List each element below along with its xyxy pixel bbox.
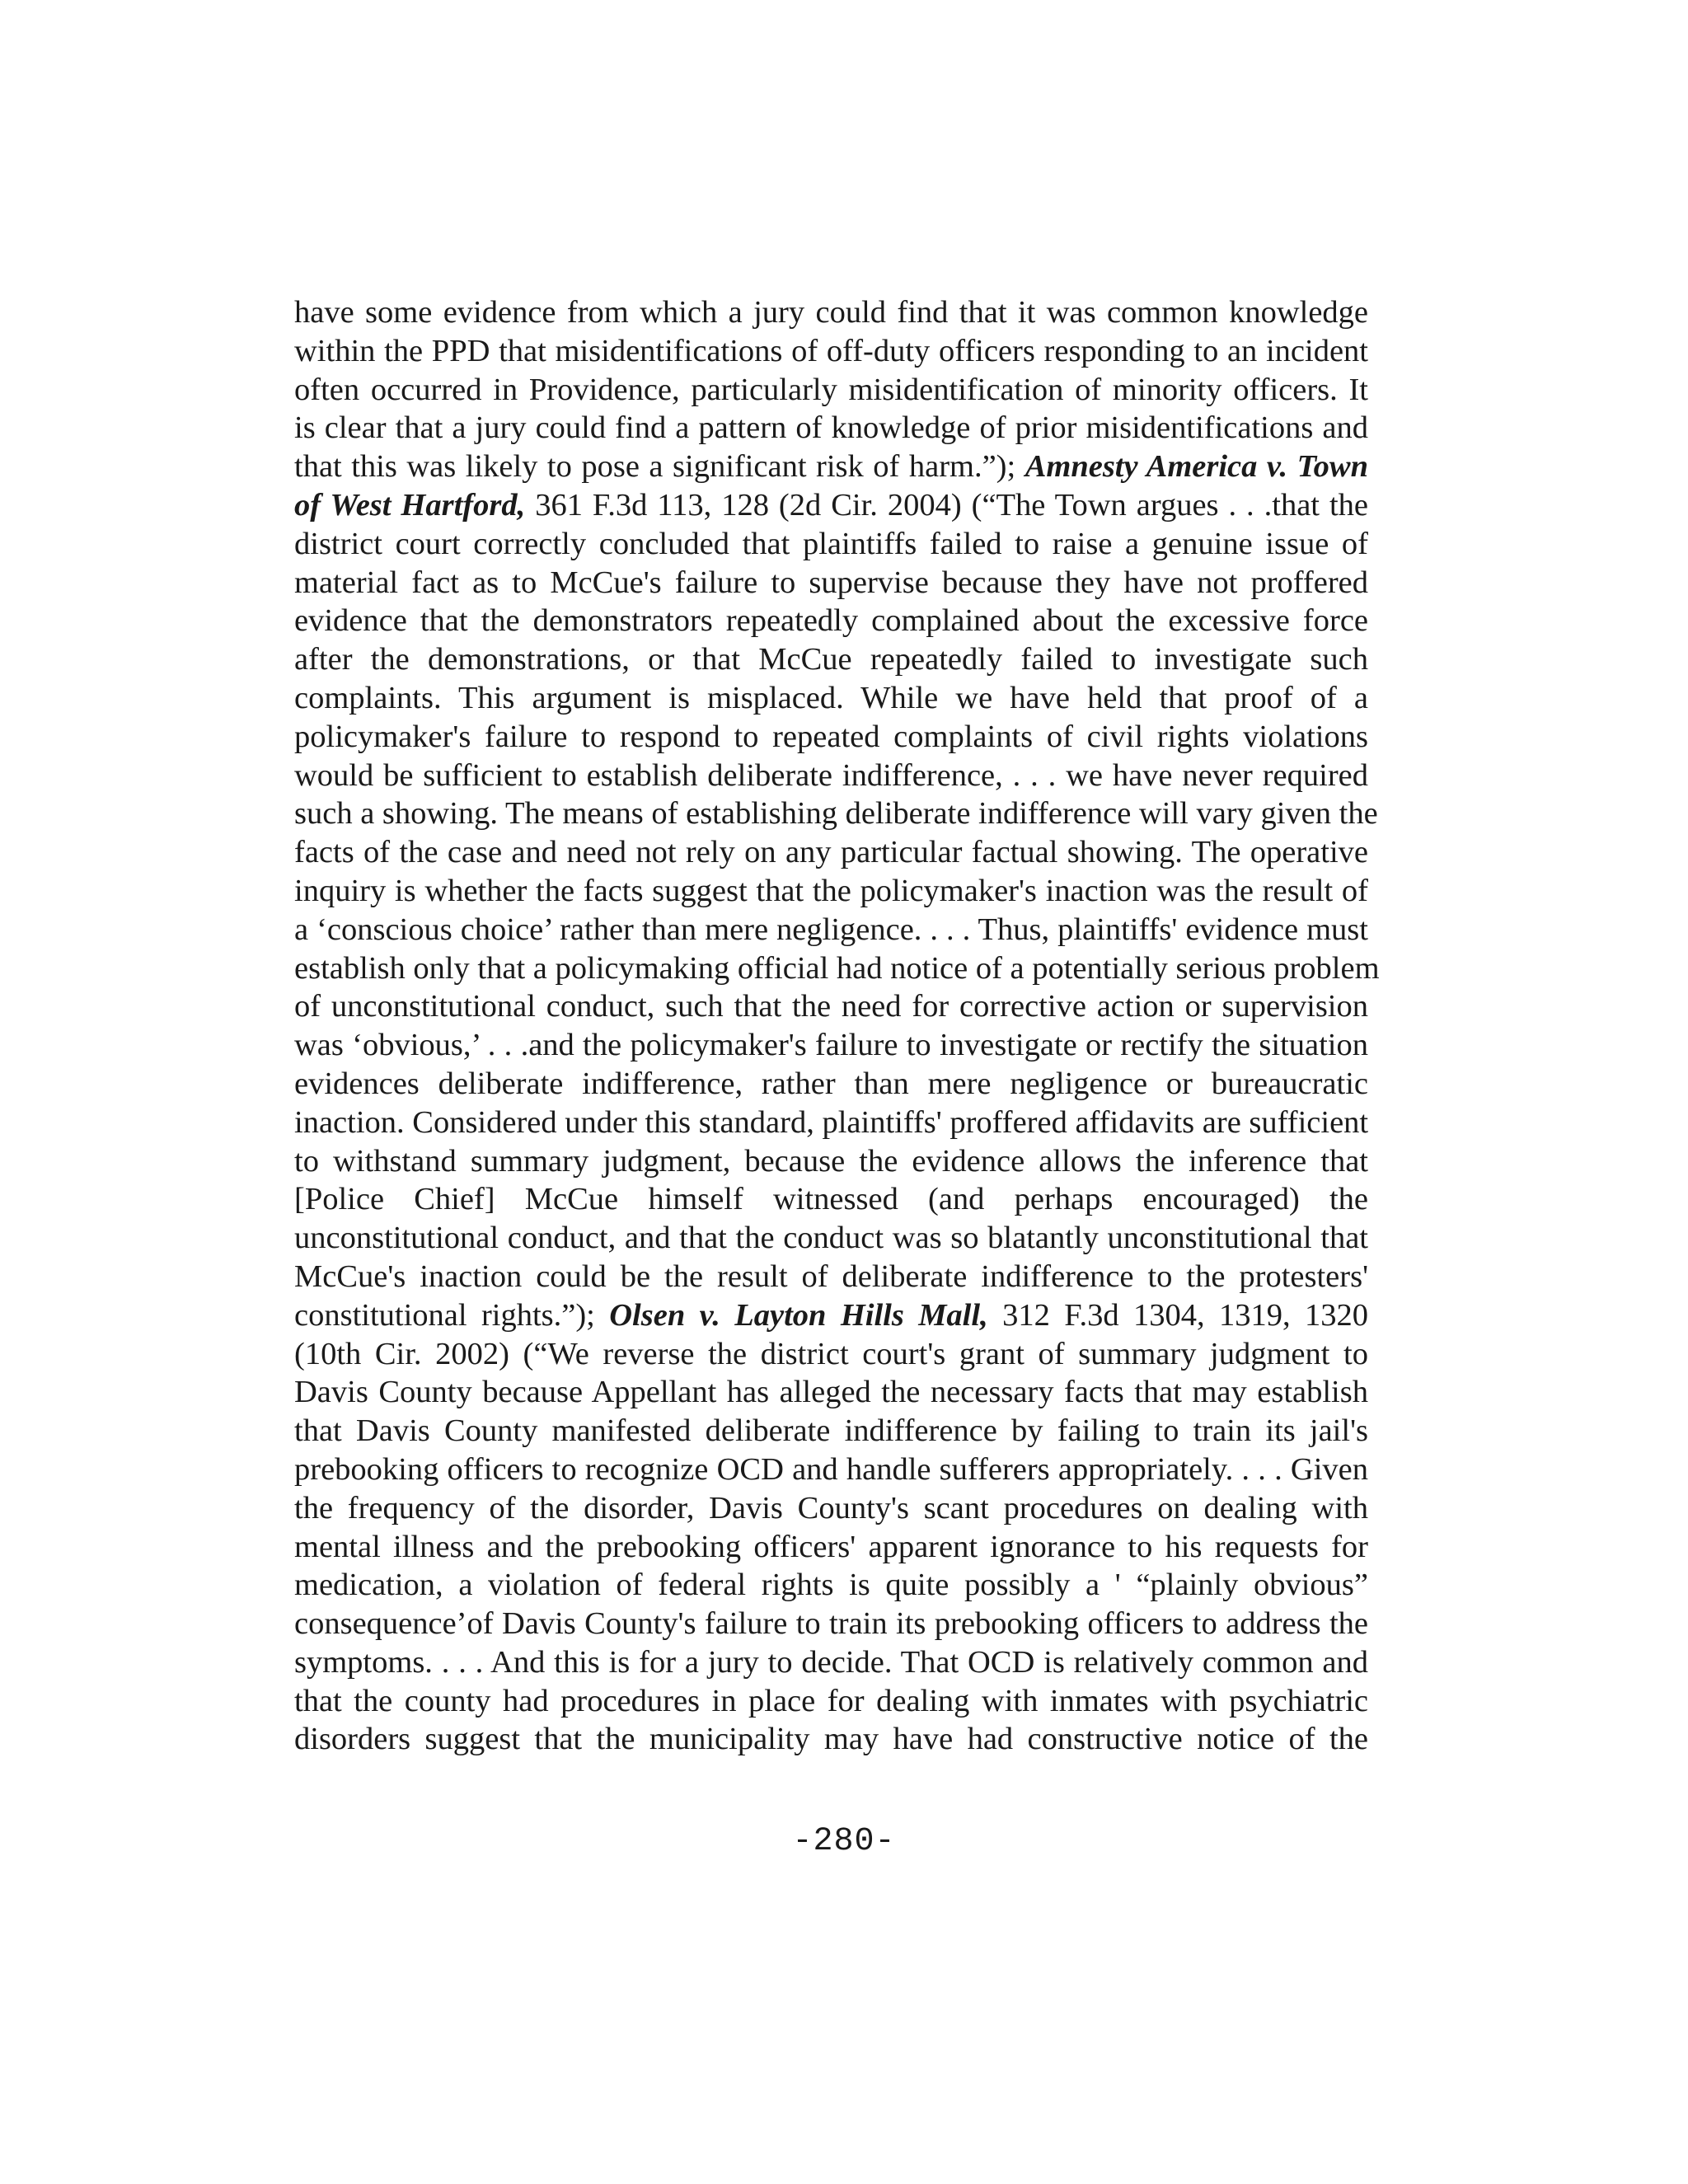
text-line (294, 872, 1368, 911)
text-line (294, 1180, 1368, 1219)
text-line (294, 564, 1368, 602)
text-line (294, 640, 1368, 679)
text-line (294, 1720, 1368, 1759)
text-line (294, 1335, 1368, 1374)
text-line (294, 602, 1368, 640)
body-text (294, 293, 1380, 1759)
case-citation: of West Hartford, (294, 487, 526, 523)
text-line (294, 1682, 1368, 1721)
text-segment: disorders suggest that the municipality may have had constructive notice of the (294, 1722, 1368, 1757)
case-citation: Amnesty America v. Town (1025, 449, 1368, 485)
text-line (294, 1219, 1368, 1258)
page-number: -280- (792, 1823, 896, 1860)
text-line (294, 409, 1368, 448)
text-line (294, 911, 1368, 949)
text-line (294, 987, 1368, 1026)
text-segment: after the demonstrations, or that McCue repeatedly failed to investigate such (294, 642, 1368, 677)
text-line (294, 718, 1368, 757)
text-segment: the frequency of the disorder, Davis County's scant procedures on dealing with (294, 1490, 1368, 1526)
text-segment: (10th Cir. 2002) (“We reverse the district court's grant of summary judgment to (294, 1336, 1368, 1371)
text-segment: often occurred in Providence, particularly misidentification of minority officers. It (294, 372, 1368, 407)
text-line (294, 1142, 1368, 1181)
text-segment: would be sufficient to establish deliberate indifference, . . . we have never required (294, 757, 1368, 793)
text-line (294, 1643, 1368, 1682)
text-line (294, 448, 1368, 486)
text-segment: evidences deliberate indifference, rather than mere negligence or bureaucratic (294, 1066, 1368, 1101)
text-segment: [Police Chief] McCue himself witnessed (and perhaps encouraged) the (294, 1182, 1368, 1217)
text-segment: consequence’of Davis County's failure to train its prebooking officers to address the (294, 1606, 1368, 1642)
text-segment: have some evidence from which a jury could find that it was common knowledge (294, 295, 1368, 330)
text-line (294, 1065, 1368, 1104)
text-segment: to withstand summary judgment, because the evidence allows the inference that (294, 1143, 1368, 1179)
text-segment: that the county had procedures in place for dealing with inmates with psychiatric (294, 1683, 1368, 1718)
text-segment: within the PPD that misidentifications of off-duty officers responding to an incident (294, 333, 1368, 368)
text-line (294, 1026, 1368, 1065)
text-segment: policymaker's failure to respond to repeated complaints of civil rights violations (294, 719, 1368, 754)
text-line (294, 949, 1380, 988)
text-line (294, 1296, 1368, 1335)
text-line (294, 525, 1368, 564)
text-segment: establish only that a policymaking official had notice of a potentially serious problem (294, 950, 1380, 986)
case-citation: Olsen v. Layton Hills Mall, (609, 1297, 988, 1333)
text-segment: symptoms. . . . And this is for a jury to decide. That OCD is relatively common and (294, 1644, 1368, 1680)
text-segment: district court correctly concluded that plaintiffs failed to raise a genuine issue of (294, 526, 1368, 561)
text-line (294, 1412, 1368, 1451)
text-line (294, 833, 1368, 872)
text-segment: complaints. This argument is misplaced. While we have held that proof of a (294, 680, 1368, 715)
text-line (294, 1258, 1368, 1296)
text-segment: evidence that the demonstrators repeatedly complained about the excessive force (294, 603, 1368, 639)
text-segment: was ‘obvious,’ . . .and the policymaker's failure to investigate or rectify the situation (294, 1028, 1368, 1063)
text-segment: unconstitutional conduct, and that the conduct was so blatantly unconstitutional that (294, 1221, 1368, 1256)
text-line (294, 1373, 1368, 1412)
text-segment: inquiry is whether the facts suggest that the policymaker's inaction was the result of (294, 873, 1368, 908)
text-segment: mental illness and the prebooking officers' apparent ignorance to his requests for (294, 1529, 1368, 1564)
text-segment: 312 F.3d 1304, 1319, 1320 (987, 1297, 1368, 1333)
text-segment: constitutional rights.”); (294, 1297, 610, 1333)
text-segment: medication, a violation of federal rights is quite possibly a ' “plainly obvious” (294, 1568, 1368, 1603)
text-segment: is clear that a jury could find a pattern of knowledge of prior misidentifications and (294, 410, 1368, 446)
text-segment: McCue's inaction could be the result of deliberate indifference to the protesters' (294, 1258, 1368, 1294)
text-line (294, 1451, 1368, 1489)
text-line (294, 1104, 1368, 1142)
text-segment: Davis County because Appellant has alleged the necessary facts that may establish (294, 1375, 1368, 1410)
text-line (294, 757, 1368, 795)
text-line (294, 293, 1368, 332)
text-segment: that this was likely to pose a significant risk of harm.”); (294, 449, 1025, 485)
text-line (294, 332, 1368, 371)
text-segment: prebooking officers to recognize OCD and handle sufferers appropriately. . . . Given (294, 1451, 1368, 1487)
text-line (294, 679, 1368, 718)
text-line (294, 1489, 1368, 1528)
text-line (294, 1566, 1368, 1605)
text-segment: 361 F.3d 113, 128 (2d Cir. 2004) (“The Town argues . . .that the (525, 487, 1368, 523)
text-line (294, 1528, 1368, 1567)
text-segment: such a showing. The means of establishing deliberate indifference will vary given the (294, 796, 1378, 832)
text-line (294, 1605, 1368, 1643)
text-segment: facts of the case and need not rely on any particular factual showing. The operative (294, 835, 1368, 870)
text-line (294, 486, 1368, 525)
text-line (294, 794, 1378, 833)
text-line (294, 371, 1368, 410)
text-segment: a ‘conscious choice’ rather than mere negligence. . . . Thus, plaintiffs' evidence must (294, 912, 1368, 947)
text-segment: inaction. Considered under this standard, plaintiffs' proffered affidavits are sufficient (294, 1104, 1369, 1140)
text-segment: of unconstitutional conduct, such that the need for corrective action or supervision (294, 989, 1368, 1024)
text-segment: that Davis County manifested deliberate indifference by failing to train its jail's (294, 1413, 1368, 1449)
text-segment: material fact as to McCue's failure to supervise because they have not proffered (294, 565, 1368, 600)
